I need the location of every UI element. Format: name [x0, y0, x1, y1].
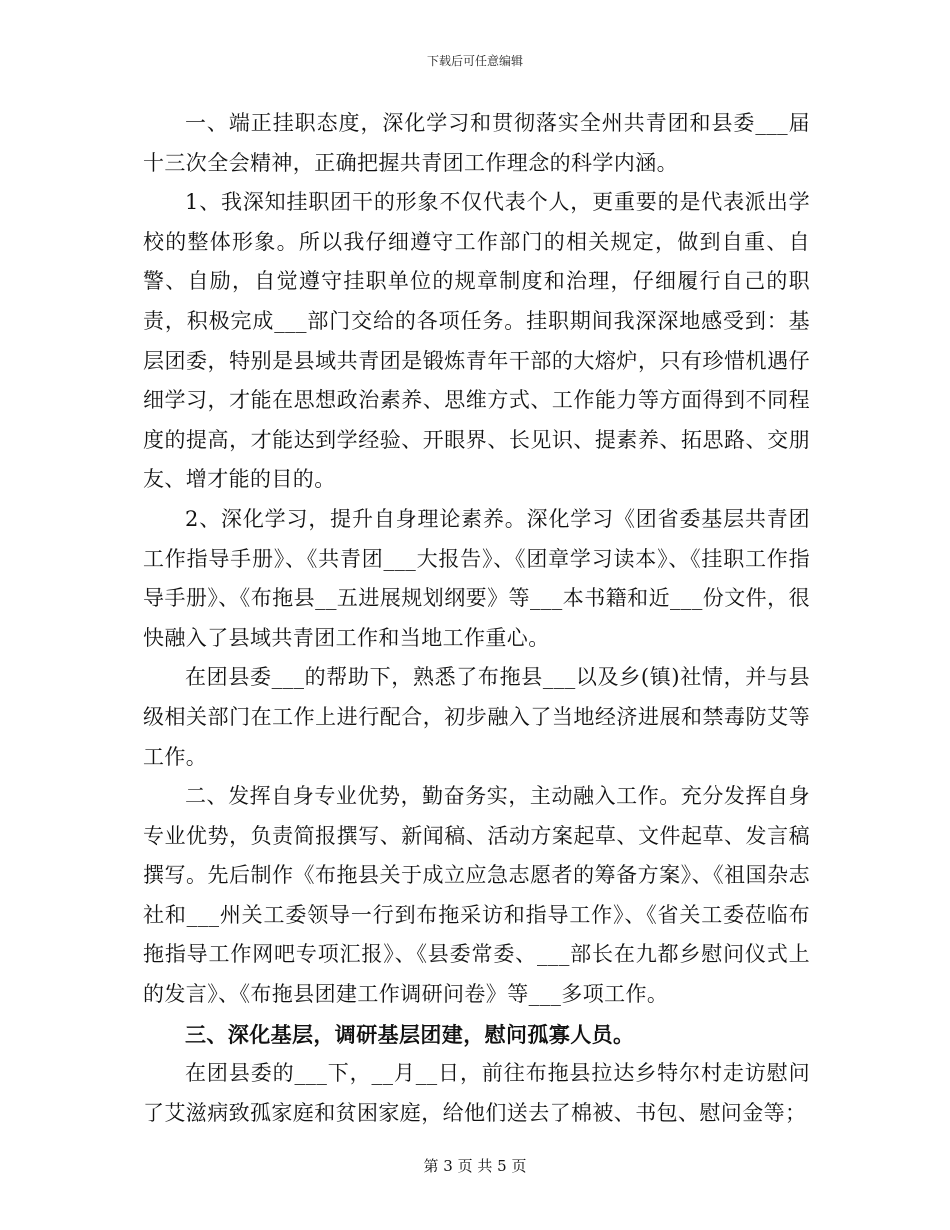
- paragraph-county-committee: 在团县委___的帮助下，熟悉了布拖县___以及乡(镇)社情，并与县级相关部门在工作上进行配合，初步融入了当地经济进展和禁毒防艾等工作。: [143, 665, 810, 769]
- paragraph-item-2: 2、深化学习，提升自身理论素养。深化学习《团省委基层共青团工作指导手册》、《共青团___大报告》、《团章学习读本》、《挂职工作指导手册》、《布拖县__五进展规划纲要》等___本书籍和近___份文件，很快融入了县域共青团工作和当地工作重心。: [143, 506, 810, 650]
- paragraph-section-1-heading: 一、端正挂职态度，深化学习和贯彻落实全州共青团和县委___届十三次全会精神，正确把握共青团工作理念的科学内涵。: [143, 111, 810, 175]
- paragraph-item-1: 1、我深知挂职团干的形象不仅代表个人，更重要的是代表派出学校的整体形象。所以我仔细遵守工作部门的相关规定，做到自重、自警、自励，自觉遵守挂职单位的规章制度和治理，仔细履行自己的职责，积极完成___部门交给的各项任务。挂职期间我深深地感受到：基层团委，特别是县域共青团是锻炼青年干部的大熔炉，只有珍惜机遇仔细学习，才能在思想政治素养、思维方式、工作能力等方面得到不同程度的提高，才能达到学经验、开眼界、长见识、提素养、拓思路、交朋友、增才能的目的。: [143, 190, 810, 492]
- paragraph-section-2-heading: 二、发挥自身专业优势，勤奋务实，主动融入工作。充分发挥自身专业优势，负责简报撰写、新闻稿、活动方案起草、文件起草、发言稿撰写。先后制作《布拖县关于成立应急志愿者的筹备方案》、《祖国杂志社和___州关工委领导一行到布拖采访和指导工作》、《省关工委莅临布拖指导工作网吧专项汇报》、《县委常委、___部长在九都乡慰问仪式上的发言》、《布拖县团建工作调研问卷》等___多项工作。: [143, 784, 810, 1007]
- page-footer: 第 3 页 共 5 页: [423, 1157, 527, 1175]
- document-body: [143, 104, 810, 1133]
- paragraph-visit: 在团县委的___下，__月__日，前往布拖县拉达乡特尔村走访慰问了艾滋病致孤家庭和贫困家庭，给他们送去了棉被、书包、慰问金等；: [143, 1061, 810, 1125]
- page-header: 下载后可任意编辑: [426, 54, 523, 68]
- paragraph-section-3-heading: 三、深化基层，调研基层团建，慰问孤寡人员。: [185, 1021, 635, 1047]
